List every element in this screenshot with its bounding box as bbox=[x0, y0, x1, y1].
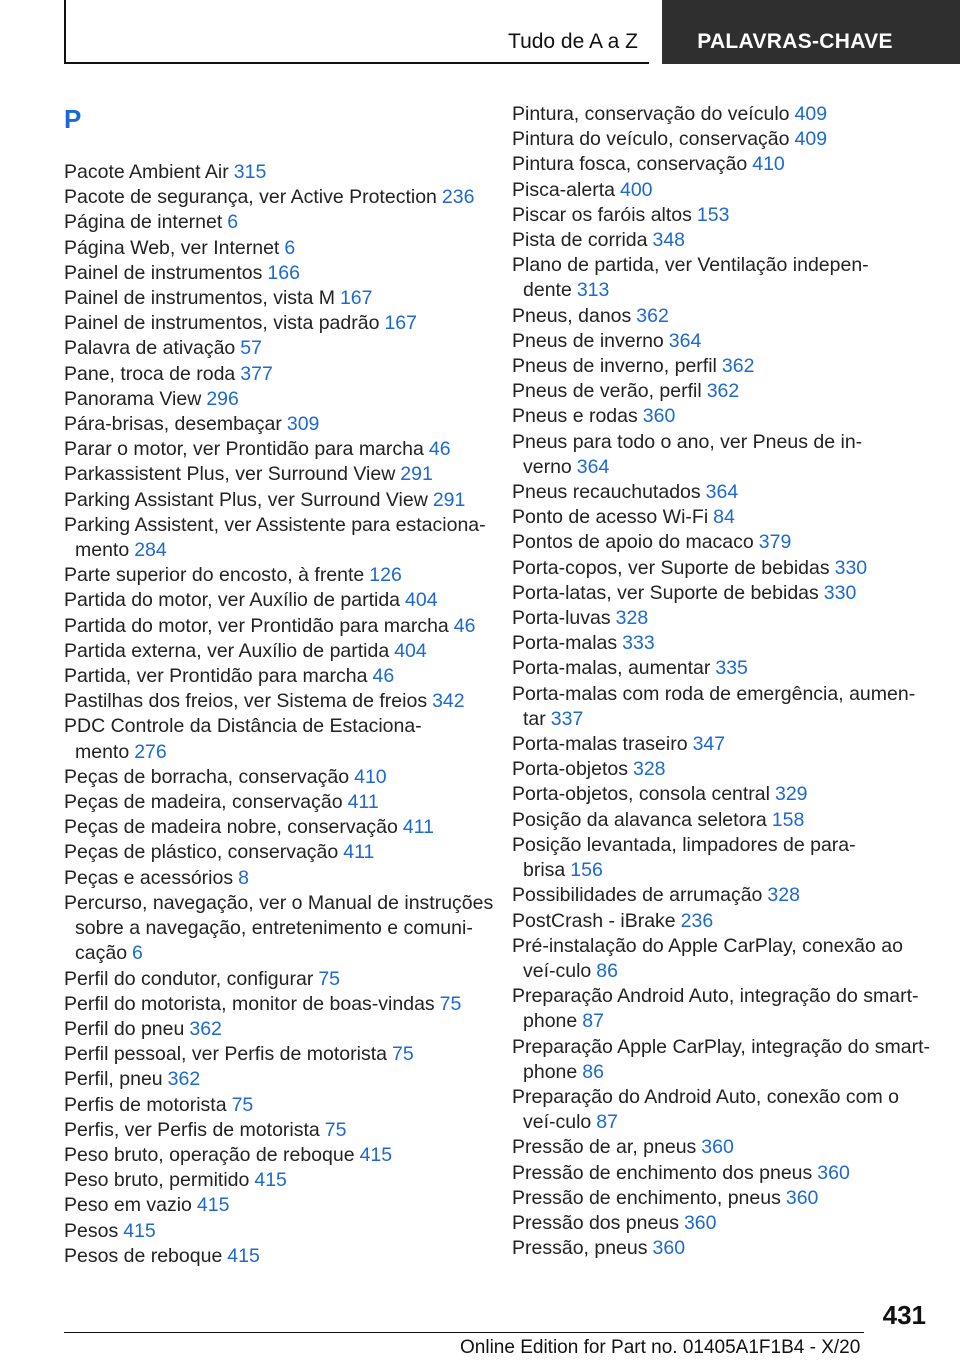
index-entry-page-link[interactable]: 409 bbox=[794, 128, 828, 151]
index-entry bbox=[512, 152, 932, 177]
index-entry-page-link[interactable]: 364 bbox=[705, 481, 739, 504]
index-entry-text: Pintura, conservação do veículo bbox=[512, 103, 790, 125]
index-entry-page-link[interactable]: 360 bbox=[642, 405, 676, 428]
index-entry-text: Preparação Android Auto, integração do smart-phone bbox=[512, 985, 919, 1033]
index-entry bbox=[64, 664, 504, 689]
index-entry-page-link[interactable]: 126 bbox=[369, 564, 402, 587]
index-entry-text: Parar o motor, ver Prontidão para marcha bbox=[64, 438, 424, 461]
index-entry bbox=[512, 833, 932, 883]
index-entry bbox=[64, 261, 504, 286]
index-entry-page-link[interactable]: 46 bbox=[428, 438, 451, 461]
index-entry bbox=[512, 581, 932, 606]
index-entry-page-link[interactable]: 362 bbox=[189, 1017, 222, 1040]
header-rule bbox=[64, 62, 649, 64]
keywords-tab-label: PALAVRAS-CHAVE bbox=[697, 30, 893, 53]
index-entry-text: Peças e acessórios bbox=[64, 866, 234, 889]
index-entry-text: Porta-luvas bbox=[512, 607, 611, 630]
index-entry-text: Partida do motor, ver Prontidão para marcha bbox=[64, 614, 449, 637]
index-entry-text: Perfis de motorista bbox=[64, 1093, 227, 1116]
index-entry-page-link[interactable]: 360 bbox=[785, 1186, 819, 1209]
index-entry-page-link[interactable]: 415 bbox=[359, 1143, 393, 1166]
index-entry-page-link[interactable]: 335 bbox=[715, 657, 748, 680]
index-entry bbox=[512, 883, 932, 908]
index-entry bbox=[64, 185, 504, 210]
index-entry-page-link[interactable]: 362 bbox=[167, 1068, 201, 1091]
index-entry bbox=[512, 430, 932, 480]
index-entry bbox=[512, 1211, 932, 1236]
index-entry-page-link[interactable]: 87 bbox=[582, 1010, 604, 1033]
index-entry-text: Pane, troca de roda bbox=[64, 362, 236, 385]
index-entry-text: PDC Controle da Distância de Estaciona-mento bbox=[64, 715, 422, 763]
index-entry-page-link[interactable]: 6 bbox=[284, 236, 296, 259]
index-entry-page-link[interactable]: 8 bbox=[238, 866, 249, 889]
index-entry-page-link[interactable]: 337 bbox=[550, 707, 584, 730]
index-entry bbox=[64, 1042, 504, 1067]
index-entry-text: Pneus, danos bbox=[512, 304, 632, 327]
index-entry-page-link[interactable]: 410 bbox=[752, 153, 785, 176]
index-entry-page-link[interactable]: 362 bbox=[706, 380, 740, 403]
index-entry bbox=[64, 236, 504, 261]
index-entry-text: Pressão de enchimento, pneus bbox=[512, 1186, 781, 1209]
index-column-left bbox=[64, 160, 504, 1269]
index-entry-text: Porta-malas traseiro bbox=[512, 733, 688, 756]
index-entry bbox=[64, 765, 504, 790]
index-entry bbox=[512, 480, 932, 505]
index-entry-text: Peças de madeira nobre, conservação bbox=[64, 816, 398, 839]
index-entry bbox=[64, 714, 504, 764]
index-entry-page-link[interactable]: 75 bbox=[318, 967, 341, 990]
index-entry-text: Preparação do Android Auto, conexão com o veí-culo bbox=[512, 1085, 900, 1134]
header-left-border bbox=[64, 0, 66, 64]
index-entry bbox=[512, 782, 932, 807]
index-entry-text: Pintura do veículo, conservação bbox=[512, 128, 790, 151]
index-entry-text: Peso em vazio bbox=[64, 1194, 192, 1217]
index-entry-text: Peso bruto, operação de reboque bbox=[64, 1143, 355, 1166]
index-entry-page-link[interactable]: 347 bbox=[692, 733, 726, 756]
index-entry-page-link[interactable]: 57 bbox=[240, 337, 262, 360]
index-entry-page-link[interactable]: 411 bbox=[343, 841, 375, 864]
index-entry-text: Perfis, ver Perfis de motorista bbox=[64, 1118, 320, 1141]
index-entry-text: Palavra de ativação bbox=[64, 337, 236, 360]
index-entry-page-link[interactable]: 84 bbox=[713, 506, 735, 529]
index-entry-page-link[interactable]: 379 bbox=[758, 531, 792, 554]
index-entry bbox=[512, 631, 932, 656]
index-entry bbox=[64, 790, 504, 815]
index-entry-page-link[interactable]: 329 bbox=[774, 783, 808, 806]
index-entry-page-link[interactable]: 284 bbox=[134, 539, 167, 562]
index-entry-page-link[interactable]: 315 bbox=[233, 161, 267, 183]
index-entry bbox=[64, 210, 504, 235]
index-entry-text: Pressão dos pneus bbox=[512, 1211, 679, 1234]
index-entry-page-link[interactable]: 75 bbox=[391, 1043, 414, 1066]
index-entry bbox=[64, 1193, 504, 1218]
index-entry-page-link[interactable]: 291 bbox=[432, 488, 466, 511]
index-entry-page-link[interactable]: 296 bbox=[206, 387, 239, 410]
index-entry-text: Porta-malas bbox=[512, 632, 618, 655]
index-entry-page-link[interactable]: 86 bbox=[596, 959, 618, 982]
index-entry bbox=[512, 253, 932, 303]
index-entry bbox=[512, 102, 932, 127]
index-entry-text: Pressão de enchimento dos pneus bbox=[512, 1161, 813, 1184]
index-entry-page-link[interactable]: 342 bbox=[432, 690, 465, 713]
index-entry bbox=[512, 682, 932, 732]
index-entry-page-link[interactable]: 415 bbox=[123, 1219, 156, 1242]
index-entry-page-link[interactable]: 236 bbox=[441, 186, 475, 209]
index-entry bbox=[512, 1186, 932, 1211]
index-entry-text: Posição da alavanca seletora bbox=[512, 808, 767, 831]
index-entry-page-link[interactable]: 86 bbox=[582, 1060, 604, 1083]
index-entry bbox=[512, 379, 932, 404]
index-entry bbox=[512, 228, 932, 253]
index-entry-page-link[interactable]: 362 bbox=[721, 355, 755, 378]
index-entry bbox=[512, 329, 932, 354]
index-entry bbox=[64, 1143, 504, 1168]
index-entry-text: Parkassistent Plus, ver Surround View bbox=[64, 463, 396, 486]
index-entry-text: Porta-copos, ver Suporte de bebidas bbox=[512, 556, 830, 579]
index-entry-text: Página de internet bbox=[64, 211, 223, 234]
index-entry-text: Pastilhas dos freios, ver Sistema de freios bbox=[64, 690, 428, 713]
index-entry bbox=[64, 563, 504, 588]
footer-edition-text: Online Edition for Part no. 01405A1F1B4 - X/20 bbox=[460, 1337, 861, 1358]
index-entry-page-link[interactable]: 46 bbox=[372, 665, 395, 688]
index-entry-text: Perfil do motorista, monitor de boas-vindas bbox=[64, 992, 435, 1015]
index-entry bbox=[512, 606, 932, 631]
index-entry-text: Partida, ver Prontidão para marcha bbox=[64, 665, 368, 688]
index-entry-page-link[interactable]: 166 bbox=[267, 261, 300, 284]
index-entry-text: Pneus de inverno, perfil bbox=[512, 355, 717, 378]
index-entry-text: Pressão de ar, pneus bbox=[512, 1136, 697, 1159]
index-entry-text: Porta-latas, ver Suporte de bebidas bbox=[512, 581, 819, 604]
index-entry-text: Ponto de acesso Wi-Fi bbox=[512, 506, 709, 529]
index-entry-page-link[interactable]: 364 bbox=[576, 455, 610, 478]
index-entry-page-link[interactable]: 328 bbox=[615, 607, 649, 630]
index-entry bbox=[512, 732, 932, 757]
index-entry-text: Possibilidades de arrumação bbox=[512, 884, 763, 907]
index-entry-page-link[interactable]: 348 bbox=[652, 229, 686, 252]
index-entry bbox=[64, 1067, 504, 1092]
index-entry bbox=[64, 311, 504, 336]
index-entry bbox=[512, 178, 932, 203]
index-entry-text: Porta-malas com roda de emergência, aumen-tar bbox=[512, 682, 916, 730]
index-entry-page-link[interactable]: 75 bbox=[324, 1118, 347, 1141]
index-entry-text: Posição levantada, limpadores de para-brisa bbox=[512, 833, 856, 882]
index-entry bbox=[512, 909, 932, 934]
index-entry-page-link[interactable]: 415 bbox=[227, 1244, 260, 1267]
index-entry-text: Parking Assistant Plus, ver Surround View bbox=[64, 488, 428, 511]
index-entry-page-link[interactable]: 415 bbox=[196, 1194, 230, 1217]
index-entry-page-link[interactable]: 411 bbox=[347, 791, 379, 814]
index-entry-text: Perfil do pneu bbox=[64, 1017, 185, 1040]
index-entry-page-link[interactable]: 276 bbox=[134, 740, 167, 763]
index-entry-text: Pesos de reboque bbox=[64, 1244, 223, 1267]
index-entry-text: Pré-instalação do Apple CarPlay, conexão ao veí-culo bbox=[512, 934, 903, 982]
index-entry-text: Pressão, pneus bbox=[512, 1237, 648, 1260]
index-entry-text: Panorama View bbox=[64, 387, 202, 410]
index-entry-page-link[interactable]: 400 bbox=[619, 178, 653, 201]
index-entry bbox=[64, 967, 504, 992]
index-entry bbox=[512, 203, 932, 228]
index-entry-page-link[interactable]: 313 bbox=[576, 279, 610, 302]
index-entry-text: Pneus e rodas bbox=[512, 405, 638, 428]
index-entry-text: Pesos bbox=[64, 1219, 119, 1242]
index-entry-page-link[interactable]: 291 bbox=[400, 463, 433, 486]
index-entry-page-link[interactable]: 360 bbox=[817, 1161, 850, 1184]
index-entry-page-link[interactable]: 328 bbox=[767, 884, 800, 907]
index-entry bbox=[64, 614, 504, 639]
index-entry bbox=[64, 588, 504, 613]
index-entry-page-link[interactable]: 404 bbox=[394, 639, 427, 662]
index-entry bbox=[64, 639, 504, 664]
index-entry-page-link[interactable]: 236 bbox=[680, 909, 714, 932]
index-entry bbox=[512, 404, 932, 429]
index-entry-page-link[interactable]: 404 bbox=[405, 589, 438, 612]
index-entry-page-link[interactable]: 330 bbox=[834, 556, 868, 579]
index-entry bbox=[64, 488, 504, 513]
section-letter: P bbox=[64, 104, 82, 134]
index-entry-text: Painel de instrumentos, vista M bbox=[64, 287, 335, 310]
index-entry-page-link[interactable]: 362 bbox=[636, 304, 669, 327]
index-entry bbox=[512, 984, 932, 1034]
index-entry-text: Pneus de verão, perfil bbox=[512, 380, 702, 403]
index-entry bbox=[64, 1244, 504, 1269]
index-entry-text: Piscar os faróis altos bbox=[512, 203, 692, 226]
index-entry-text: Peças de plástico, conservação bbox=[64, 841, 339, 864]
index-entry bbox=[64, 992, 504, 1017]
index-entry-text: Perfil do condutor, configurar bbox=[64, 967, 314, 990]
index-entry bbox=[64, 286, 504, 311]
index-entry bbox=[64, 1168, 504, 1193]
index-entry-page-link[interactable]: 6 bbox=[132, 942, 143, 965]
keywords-tab[interactable] bbox=[662, 0, 960, 64]
index-entry-text: Perfil, pneu bbox=[64, 1068, 163, 1091]
index-entry-page-link[interactable]: 360 bbox=[652, 1237, 686, 1260]
index-entry-text: Parking Assistent, ver Assistente para estaciona-mento bbox=[64, 513, 486, 562]
index-entry-text: Preparação Apple CarPlay, integração do smart-phone bbox=[512, 1035, 931, 1083]
index-entry bbox=[512, 1035, 932, 1085]
index-entry bbox=[512, 656, 932, 681]
index-entry-page-link[interactable]: 156 bbox=[570, 859, 603, 882]
index-entry bbox=[512, 127, 932, 152]
index-entry bbox=[64, 387, 504, 412]
index-entry-page-link[interactable]: 410 bbox=[354, 765, 387, 788]
index-entry bbox=[512, 354, 932, 379]
index-entry-text: Porta-malas, aumentar bbox=[512, 657, 711, 680]
index-entry bbox=[64, 840, 504, 865]
index-entry-text: Pneus recauchutados bbox=[512, 481, 701, 504]
index-entry bbox=[64, 462, 504, 487]
footer-rule bbox=[64, 1332, 864, 1333]
index-entry bbox=[64, 437, 504, 462]
index-entry-text: Peças de madeira, conservação bbox=[64, 791, 343, 814]
index-entry bbox=[512, 1161, 932, 1186]
index-entry bbox=[64, 891, 504, 967]
index-entry-text: Porta-objetos, consola central bbox=[512, 783, 770, 806]
index-entry-text: Parte superior do encosto, à frente bbox=[64, 564, 365, 587]
index-entry-text: Pintura fosca, conservação bbox=[512, 153, 748, 176]
index-column-right bbox=[512, 102, 932, 1261]
index-entry bbox=[64, 1219, 504, 1244]
index-entry bbox=[512, 808, 932, 833]
index-entry-page-link[interactable]: 377 bbox=[240, 362, 273, 385]
index-entry-page-link[interactable]: 87 bbox=[596, 1111, 618, 1134]
index-entry bbox=[512, 1085, 932, 1135]
index-entry-page-link[interactable]: 409 bbox=[794, 103, 828, 125]
index-entry-text: PostCrash - iBrake bbox=[512, 909, 676, 932]
index-entry bbox=[512, 934, 932, 984]
index-entry-page-link[interactable]: 309 bbox=[286, 413, 320, 436]
index-entry-page-link[interactable]: 360 bbox=[701, 1136, 734, 1159]
index-entry-page-link[interactable]: 333 bbox=[622, 632, 655, 655]
index-entry-text: Pneus para todo o ano, ver Pneus de in-verno bbox=[512, 430, 863, 478]
index-entry-page-link[interactable]: 75 bbox=[231, 1093, 254, 1116]
section-title: Tudo de A a Z bbox=[508, 30, 638, 53]
index-entry-text: Pista de corrida bbox=[512, 229, 648, 252]
index-entry-page-link[interactable]: 360 bbox=[683, 1211, 717, 1234]
index-entry-page-link[interactable]: 411 bbox=[402, 816, 434, 839]
index-entry bbox=[64, 866, 504, 891]
index-entry bbox=[512, 505, 932, 530]
index-entry bbox=[64, 362, 504, 387]
index-entry bbox=[64, 1093, 504, 1118]
index-entry bbox=[64, 689, 504, 714]
index-entry-text: Pisca-alerta bbox=[512, 178, 615, 201]
index-entry bbox=[512, 757, 932, 782]
index-entry bbox=[512, 1135, 932, 1160]
index-entry-text: Painel de instrumentos bbox=[64, 261, 263, 284]
index-entry-text: Peso bruto, permitido bbox=[64, 1169, 250, 1192]
index-entry-text: Partida externa, ver Auxílio de partida bbox=[64, 639, 390, 662]
index-entry-page-link[interactable]: 153 bbox=[696, 203, 730, 226]
index-entry-page-link[interactable]: 167 bbox=[384, 312, 417, 335]
index-entry bbox=[64, 412, 504, 437]
index-entry-page-link[interactable]: 364 bbox=[668, 329, 702, 352]
index-entry-page-link[interactable]: 158 bbox=[771, 808, 805, 831]
index-entry bbox=[64, 815, 504, 840]
index-entry-page-link[interactable]: 167 bbox=[339, 287, 373, 310]
index-entry-page-link[interactable]: 75 bbox=[439, 992, 462, 1015]
index-entry-text: Pontos de apoio do macaco bbox=[512, 531, 754, 554]
index-entry bbox=[512, 304, 932, 329]
index-entry-text: Pacote Ambient Air bbox=[64, 161, 229, 183]
index-entry bbox=[512, 530, 932, 555]
index-entry-text: Partida do motor, ver Auxílio de partida bbox=[64, 589, 401, 612]
index-entry bbox=[512, 1236, 932, 1261]
index-entry-text: Percurso, navegação, ver o Manual de instruções sobre a navegação, entretenimento e comuni-cação bbox=[64, 891, 494, 965]
index-entry bbox=[512, 556, 932, 581]
index-entry bbox=[64, 1017, 504, 1042]
index-entry bbox=[64, 1118, 504, 1143]
index-entry-text: Painel de instrumentos, vista padrão bbox=[64, 312, 380, 335]
index-entry-page-link[interactable]: 6 bbox=[227, 211, 239, 234]
page-number: 431 bbox=[882, 1300, 926, 1330]
index-entry-text: Porta-objetos bbox=[512, 758, 628, 781]
index-entry-page-link[interactable]: 328 bbox=[632, 758, 666, 781]
index-entry-page-link[interactable]: 415 bbox=[254, 1169, 287, 1192]
index-entry-text: Página Web, ver Internet bbox=[64, 236, 280, 259]
index-entry bbox=[64, 336, 504, 361]
index-entry-page-link[interactable]: 46 bbox=[453, 614, 476, 637]
index-entry-text: Pneus de inverno bbox=[512, 329, 664, 352]
index-entry-text: Perfil pessoal, ver Perfis de motorista bbox=[64, 1043, 387, 1066]
index-entry-text: Pacote de segurança, ver Active Protection bbox=[64, 186, 437, 209]
index-entry bbox=[64, 513, 504, 563]
index-entry-text: Plano de partida, ver Ventilação indepen-dente bbox=[512, 254, 869, 302]
index-entry bbox=[64, 160, 504, 185]
index-entry-text: Pára-brisas, desembaçar bbox=[64, 413, 282, 436]
index-entry-text: Peças de borracha, conservação bbox=[64, 765, 350, 788]
index-entry-page-link[interactable]: 330 bbox=[823, 581, 857, 604]
